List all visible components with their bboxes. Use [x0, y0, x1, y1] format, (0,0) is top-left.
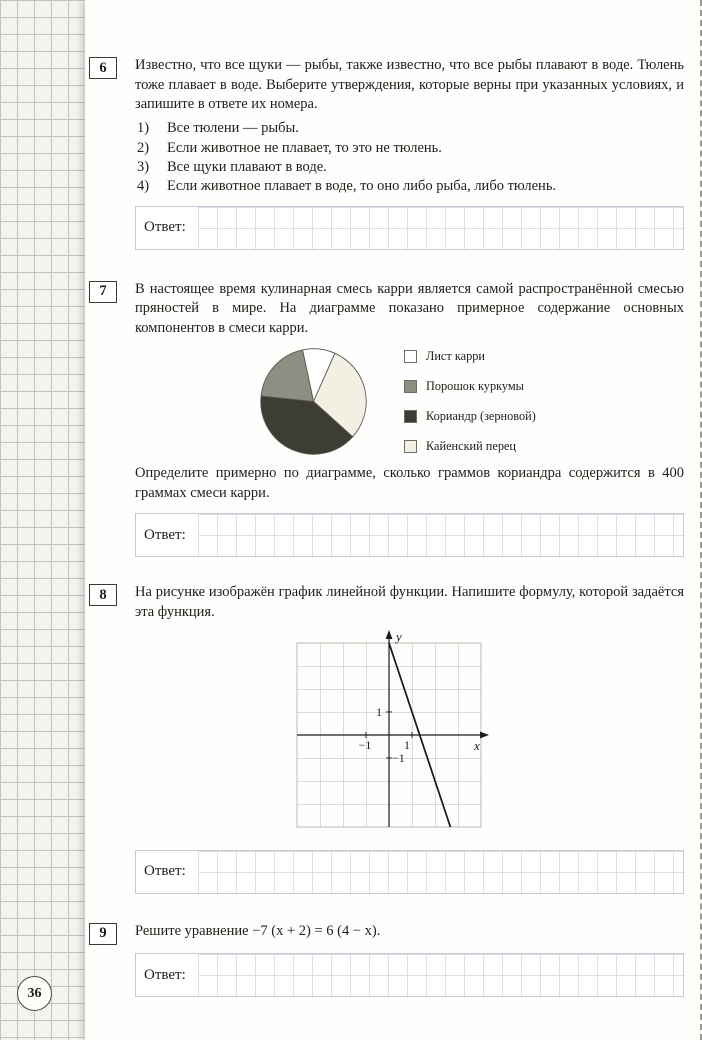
option-1-number: 1) [137, 120, 150, 137]
problem-9 [99, 922, 684, 998]
problem-8 [99, 583, 684, 893]
legend-label: Порошок куркумы [426, 378, 524, 393]
coriander-swatch-icon [404, 410, 417, 423]
pie-legend [404, 349, 536, 454]
problem-6-text: Известно, что все щуки — рыбы, также известно, что все рыбы плавают в воде. Тюлень тоже плавает в воде. Выберите утверждения, которые верны при указанных условиях, и запишите в ответе их номера. [135, 57, 684, 113]
option-3-number: 3) [137, 158, 150, 175]
problem-8-answer-area [135, 850, 684, 894]
answer-grid [198, 207, 683, 249]
curry-leaf-swatch-icon [404, 350, 417, 363]
tick-label-y1: 1 [376, 704, 382, 719]
option-2-text: Если животное не плавает, то это не тюлень. [167, 139, 442, 156]
answer-label: Ответ: [144, 966, 186, 983]
option-1-text: Все тюлени — рыбы. [167, 120, 299, 137]
legend-label: Лист карри [426, 348, 485, 363]
option-4 [137, 178, 684, 195]
legend-item-curry-leaf [404, 349, 536, 364]
workbook-page [85, 0, 702, 1040]
option-2-number: 2) [137, 139, 150, 156]
x-axis-arrow-icon [480, 731, 489, 738]
answer-label: Ответ: [144, 526, 186, 543]
problem-7-number-box: 7 [89, 281, 117, 303]
tick-label-yneg1: −1 [392, 750, 405, 765]
answer-grid [198, 851, 683, 893]
linear-function-graph [293, 629, 489, 835]
problem-7 [99, 280, 684, 558]
answer-grid [198, 954, 683, 996]
legend-label: Кориандр (зерновой) [426, 408, 536, 423]
answer-label: Ответ: [144, 219, 186, 236]
problem-9-text: Решите уравнение −7 (x + 2) = 6 (4 − x). [135, 922, 381, 939]
problem-6-options [137, 120, 684, 196]
legend-item-turmeric [404, 379, 536, 394]
linear-function-figure [293, 629, 489, 840]
x-axis-label: x [474, 737, 480, 753]
answer-grid [198, 514, 683, 556]
problem-9-answer-area [135, 953, 684, 997]
problem-6-number-box: 6 [89, 57, 117, 79]
option-4-number: 4) [137, 178, 150, 195]
problem-9-number-box: 9 [89, 923, 117, 945]
option-4-text: Если животное плавает в воде, то оно либо рыба, либо тюлень. [167, 178, 557, 195]
tick-label-x1: 1 [404, 737, 410, 752]
turmeric-swatch-icon [404, 380, 417, 393]
y-axis-arrow-icon [386, 630, 393, 639]
problem-7-question: Определите примерно по диаграмме, сколько граммов кориандра содержится в 400 граммах смеси карри. [135, 464, 684, 501]
tick-label-xneg1: −1 [358, 737, 372, 752]
option-3 [137, 159, 684, 176]
answer-label: Ответ: [144, 863, 186, 880]
y-axis-label: y [396, 628, 402, 644]
legend-item-cayenne [404, 439, 536, 454]
page-number: 36 [27, 985, 42, 1001]
curry-pie-chart-figure [257, 345, 684, 458]
problem-6-answer-area [135, 206, 684, 250]
option-1 [137, 120, 684, 137]
cayenne-swatch-icon [404, 440, 417, 453]
option-3-text: Все щуки плавают в воде. [167, 158, 327, 175]
problem-8-number-box: 8 [89, 584, 117, 606]
option-2 [137, 140, 684, 157]
problem-6 [99, 56, 684, 250]
problem-8-text: На рисунке изображён график линейной функции. Напишите формулу, которой задаётся эта функция. [135, 584, 684, 621]
problem-7-intro: В настоящее время кулинарная смесь карри является самой распространённой смесью пряностей в мире. На диаграмме показано примерное содержание основных компонентов в смеси карри. [135, 280, 684, 337]
legend-label: Кайенский перец [426, 438, 517, 453]
page-number-badge [17, 976, 52, 1011]
pie-chart [257, 345, 370, 458]
problem-7-answer-area [135, 513, 684, 557]
legend-item-coriander [404, 409, 536, 424]
